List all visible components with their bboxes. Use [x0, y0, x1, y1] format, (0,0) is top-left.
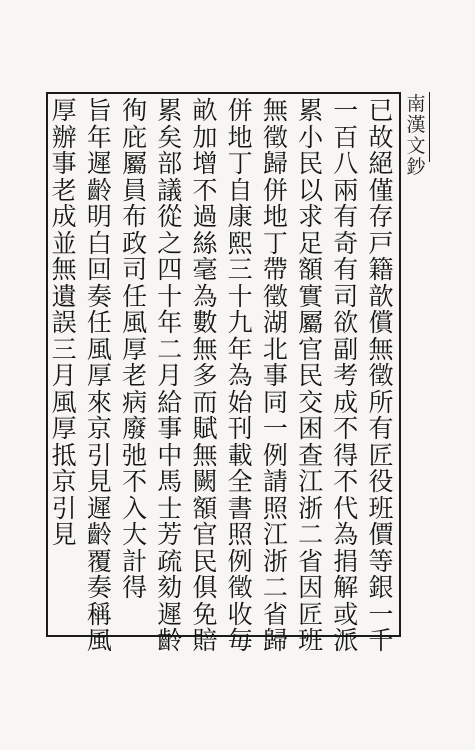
margin-rule — [429, 92, 430, 162]
text-column-4: 無 徵 歸 併 地 丁 帶 徵 湖 北 事 同 一 例 請 照 江 浙 二 省 歸 — [262, 96, 288, 655]
text-column-1: 已 故 絕 僅 存 戸 籍 歆 償 無 徵 所 有 匠 役 班 價 等 銀 一 千 — [368, 96, 394, 655]
frame-right-border — [399, 92, 401, 635]
text-column-10: 厚 辦 事 老 成 並 無 遺 誤 三 月 風 厚 抵 京 引 見 — [51, 96, 77, 549]
text-column-3: 累 小 民 以 求 足 額 實 屬 官 民 交 困 查 江 浙 二 省 因 匠 班 — [298, 96, 324, 655]
text-column-6: 畝 加 增 不 過 絲 毫 為 數 無 多 而 賦 無 闕 額 官 民 俱 免 賠 — [192, 96, 218, 655]
text-column-9: 旨 年 遲 齡 明 白 回 奏 任 風 厚 來 京 引 見 遲 齡 覆 奏 稱 風 — [86, 96, 112, 655]
text-column-7: 累 矣 部 議 從 之 四 十 年 二 月 給 事 中 馬 士 芳 疏 劾 遲 齡 — [157, 96, 183, 655]
text-column-2: 一 百 八 兩 有 奇 有 司 欲 副 考 成 不 得 不 代 為 捐 解 或 派 — [333, 96, 359, 655]
page-header-title: 南 漢 文 鈔 — [406, 93, 426, 178]
text-column-5: 併 地 丁 自 康 熙 三 十 九 年 為 始 刊 載 全 書 照 例 徵 收 毎 — [227, 96, 253, 655]
text-column-8: 徇 庇 屬 員 布 政 司 任 風 厚 老 病 廢 弛 不 入 大 計 得 — [122, 96, 148, 602]
